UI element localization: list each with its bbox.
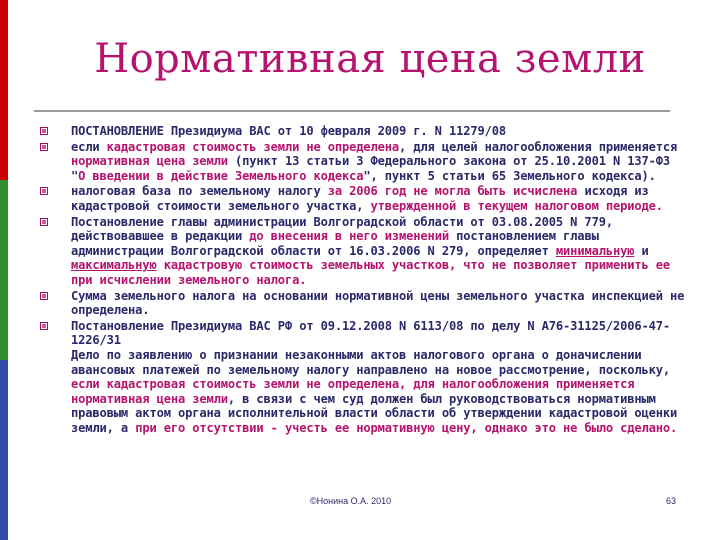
accent-bar-red (0, 0, 8, 180)
text-run: нормативная цена земли (71, 154, 228, 169)
page-number: 63 (666, 496, 677, 506)
list-item (40, 215, 690, 288)
text-run: минимальную (555, 243, 635, 258)
list-item (40, 124, 690, 139)
square-bullet-icon (40, 292, 48, 300)
list-item (40, 184, 690, 213)
text-run: кадастровая стоимость земли не определена (106, 139, 400, 154)
text-run: (пункт 13 статьи 3 Федерального закона от 25.10.2001 N 137-ФЗ " (71, 154, 671, 183)
square-bullet-icon (40, 187, 48, 195)
accent-bar-green (0, 180, 8, 360)
left-accent-bar (0, 0, 8, 540)
list-item-text (71, 289, 684, 318)
slide-title: Нормативная цена земли (94, 36, 646, 82)
list-item-text (71, 140, 677, 183)
list-item (40, 319, 690, 436)
text-run: Постановление Президиума ВАС РФ от 09.12.2008 N 6113/08 по делу N А76-31125/2006-47-1226/31 (71, 318, 671, 348)
text-run: за 2006 год не могла быть исчислена (327, 184, 578, 199)
text-run: при его отсутствии - учесть ее нормативную цену, однако это не было сделано. (135, 420, 678, 435)
text-run: до внесения в него изменений (249, 229, 449, 244)
text-run: исходя из кадастровой стоимости земельного участка, (71, 184, 649, 213)
text-run: Сумма земельного налога на основании нормативной цены земельного участка инспекцией не определена. (71, 288, 685, 318)
text-run: ", пункт 5 статьи 65 Земельного кодекса). (363, 168, 656, 183)
square-bullet-icon (40, 143, 48, 151)
text-run: Постановление главы администрации Волгоградской области от 03.08.2005 N 779, действовавшее в редакции (71, 214, 613, 244)
square-bullet-icon (40, 127, 48, 135)
text-run: утвержденной в текущем налоговом периоде. (370, 198, 663, 213)
bullet-list (40, 124, 690, 435)
square-bullet-icon (40, 218, 48, 226)
text-run: постановлением главы администрации Волгоградской области от 16.03.2006 N 279, определяет (71, 229, 599, 258)
text-run: Дело по заявлению о признании незаконными актов налогового органа о доначислении авансовых платежей по земельному налогу направлено на новое рассмотрение, поскольку, (71, 347, 671, 377)
accent-bar-blue (0, 360, 8, 540)
list-item (40, 289, 690, 318)
text-run: если кадастровая стоимость земли не определена, для налогообложения применяется нормативная цена земли (71, 377, 635, 406)
text-run: максимальную (71, 258, 157, 273)
footer-author: ©Нонина О.А. 2010 (310, 496, 392, 506)
list-item-text (71, 319, 677, 435)
list-item-text (71, 215, 670, 287)
text-run: О введении в действие Земельного кодекса (78, 168, 364, 183)
list-item-text (71, 184, 663, 213)
list-item (40, 140, 690, 184)
square-bullet-icon (40, 322, 48, 330)
text-run: налоговая база по земельному налогу (71, 184, 328, 199)
text-run: ПОСТАНОВЛЕНИЕ Президиума ВАС от 10 февраля 2009 г. N 11279/08 (71, 124, 506, 138)
text-run: и (634, 243, 649, 258)
title-divider (34, 110, 670, 112)
list-item-text (71, 124, 506, 138)
text-run: если (71, 139, 107, 154)
text-run: , в связи с чем суд должен был руководствоваться нормативным правовым актом органа исполнительной власти области об утверждении кадастровой оценки земли, а (71, 391, 678, 435)
text-run: , для целей налогообложения применяется (399, 139, 678, 154)
text-run: кадастровую стоимость земельных участков, что не позволяет применить ее при исчислении земельного налога. (71, 258, 671, 287)
